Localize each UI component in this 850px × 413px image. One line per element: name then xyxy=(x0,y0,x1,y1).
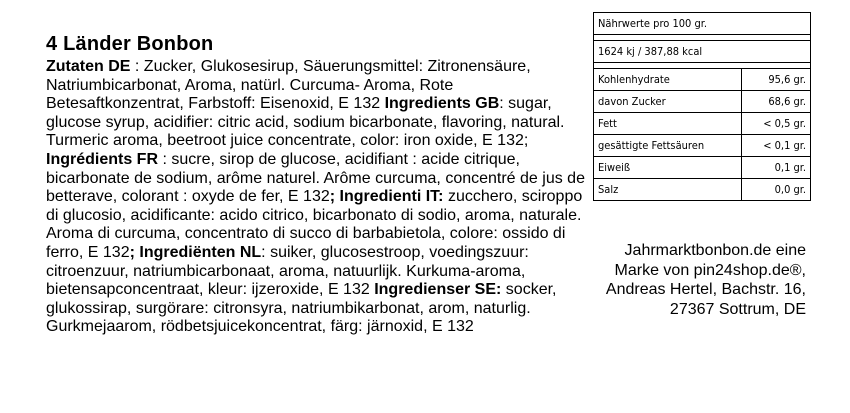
ingredients-it-text: zucchero, sciroppo di glucosio, acidificante: acido citrico, bicarbonato di sodio, aroma, naturale. Aroma di curcuma, concentrato di succo di barbabietola, colore: ossido di ferro, E 132 xyxy=(46,188,583,261)
ingredients-text xyxy=(46,58,591,337)
company-line: Marke von pin24shop.de®, xyxy=(614,261,806,279)
nutrition-label: Eiweiß xyxy=(594,157,742,179)
nutrition-energy: 1624 kj / 387,88 kcal xyxy=(594,41,811,63)
ingredients-nl-text: : suiker, glucosestroop, voedingszuur: citroenzuur, natriumbicarbonaat, aroma, natuurlijk. Kurkuma-aroma, bietensapconcentraat, kleur: ijzeroxide, E 132 xyxy=(46,243,529,299)
nutrition-label: Fett xyxy=(594,113,742,135)
ingredients-fr-text: : sucre, sirop de glucose, acidifiant : acide citrique, bicarbonate de sodium, arôme naturel. Arôme curcuma, concentré de jus de betterave, colorant : oxyde de fer, E 132 xyxy=(46,150,585,206)
company-line: 27367 Sottrum, DE xyxy=(669,300,806,318)
nutrition-energy-row xyxy=(594,41,811,63)
ingredients-fr-label: Ingrédients FR xyxy=(46,150,159,168)
ingredients-gb-label: Ingredients GB xyxy=(384,95,500,113)
nutrition-label: Kohlenhydrate xyxy=(594,69,742,91)
nutrition-value: < 0,5 gr. xyxy=(742,113,811,135)
product-title: 4 Länder Bonbon xyxy=(46,33,214,55)
nutrition-header-row xyxy=(594,13,811,35)
ingredients-se-label: Ingredienser SE: xyxy=(374,281,502,299)
nutrition-value: 68,6 gr. xyxy=(742,91,811,113)
ingredients-nl-label: ; Ingrediënten NL xyxy=(129,243,262,261)
ingredients-block xyxy=(46,33,591,337)
nutrition-value: < 0,1 gr. xyxy=(742,135,811,157)
nutrition-label: davon Zucker xyxy=(594,91,742,113)
nutrition-label: Salz xyxy=(594,179,742,201)
nutrition-table xyxy=(593,12,811,201)
ingredients-se-text: socker, glukossirap, surgörare: citronsyra, natriumbikarbonat, arom, naturlig. Gurkmejaarom, rödbetsjuicekoncentrat, färg: järnoxid, E 132 xyxy=(46,281,557,336)
nutrition-label: gesättigte Fettsäuren xyxy=(594,135,742,157)
company-info xyxy=(546,241,806,319)
nutrition-header: Nährwerte pro 100 gr. xyxy=(594,13,811,35)
nutrition-row xyxy=(594,157,811,179)
ingredients-it-label: ; Ingredienti IT: xyxy=(329,188,444,206)
ingredients-gb-text: : sugar, glucose syrup, acidifier: citric acid, sodium bicarbonate, flavoring, natural. Turmeric aroma, beetroot juice concentrate, color: iron oxide, E 132; xyxy=(46,95,565,150)
company-line: Andreas Hertel, Bachstr. 16, xyxy=(605,281,806,298)
nutrition-row xyxy=(594,179,811,201)
nutrition-row xyxy=(594,113,811,135)
nutrition-row xyxy=(594,135,811,157)
nutrition-value: 0,0 gr. xyxy=(742,179,811,201)
company-line: Jahrmarktbonbon.de eine xyxy=(624,242,806,259)
ingredients-de-text: : Zucker, Glukosesirup, Säuerungsmittel: Zitronensäure, Natriumbicarbonat, Aroma, natürl. Curcuma- Aroma, Rote Betesaftkonzentrat, Farbstoff: Eisenoxid, E 132 xyxy=(46,58,531,113)
nutrition-row xyxy=(594,91,811,113)
nutrition-value: 95,6 gr. xyxy=(742,69,811,91)
nutrition-value: 0,1 gr. xyxy=(742,157,811,179)
ingredients-de-label: Zutaten DE xyxy=(46,58,131,75)
nutrition-row xyxy=(594,69,811,91)
